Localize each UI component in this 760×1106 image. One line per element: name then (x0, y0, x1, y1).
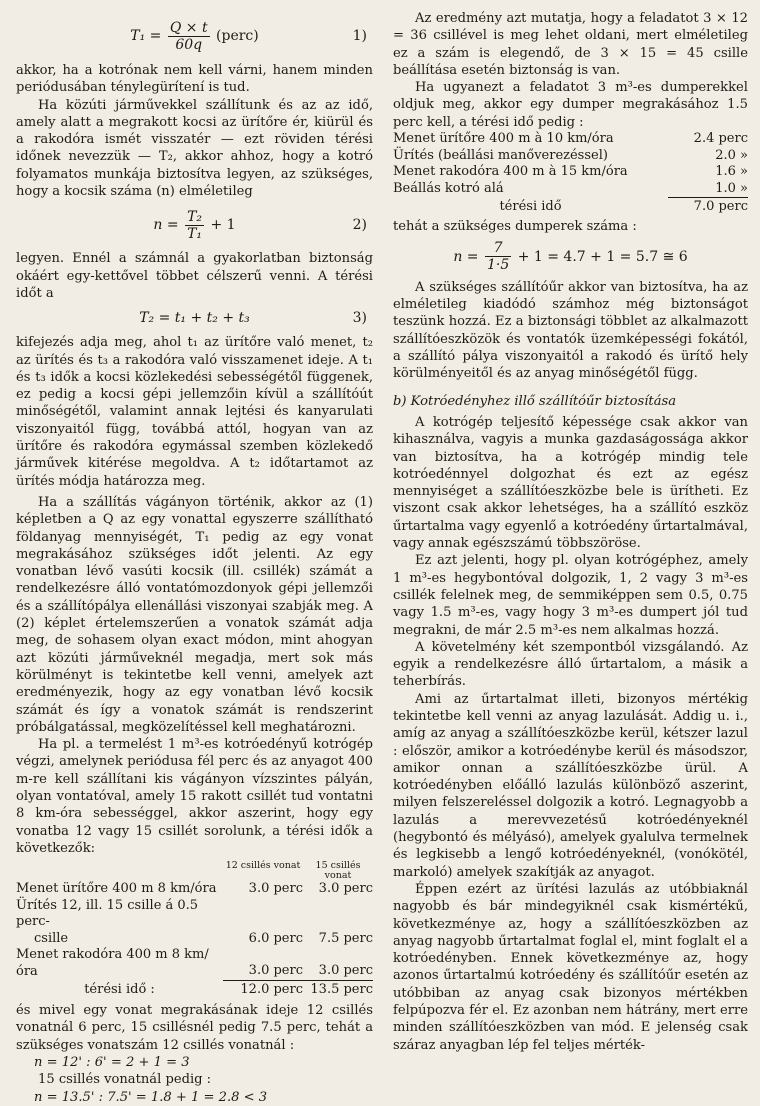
formula-4-rest: + 1 = 4.7 + 1 = 5.7 ≅ 6 (517, 248, 688, 265)
paragraph: Ez azt jelenti, hogy pl. olyan kotrógéphez, amely 1 m³-es hegybontóval dolgozik, 1, 2 vagy 3 m³-es csillék felelnek meg, de semmiképpen sem 0.5, 0.75 vagy 1.5 m³-es, vagy hogy 3 m³-es dumpert jól tud megrakni, de már 2.5 m³-es nem alkalmas hozzá. (393, 553, 748, 638)
train-time-table (16, 861, 373, 998)
formula-2-rest: + 1 (210, 217, 236, 234)
table-cell-label: Menet rakodóra 400 m à 15 km/óra (393, 164, 628, 180)
table-cell-value: 3.0 perc (248, 881, 303, 897)
formula-1-number: 1) (352, 28, 367, 44)
paragraph: akkor, ha a kotrónak nem kell várni, hanem minden periódusában ténylegürítení is tud. (16, 63, 373, 96)
paragraph: Ha pl. a termelést 1 m³-es kotróedényű kotrógép végzi, amelynek periódusa fél perc és az anyagot 400 m-re kell szállítani kis vágányon vízszintes pályán, olyan vontatóval, amely 15 rakott csillét tud vontatni 8 km-óra sebességgel, akkor aszerint, hogy egy vonatba 12 vagy 15 csillét sorolunk, a térési idők a következők: (16, 737, 373, 856)
table-row (393, 164, 748, 181)
table-cell-value: 1.0 » (668, 181, 748, 198)
paragraph: Éppen ezért az ürítési lazulás az utóbbiaknál nagyobb és bár mindegyiknél csak kismértékű, következménye az, hogy a szállítóeszközben az anyag nagyobb űrtartalmat foglal el, mint foglalt el a kotróedényben. Ennek következménye az, hogy azonos űrtartalmú kotróedény és szállítóűr esetén az utóbbiban az anyag csak bizonyos mértékben felpúpozva fér el. Ez azonban nem hátrány, mert erre minden szállítóeszközben van mód. E jelenség csak száraz anyagban lép fel teljes mérték- (393, 881, 748, 1053)
table-cell-label: Menet rakodóra 400 m 8 km/óra (16, 947, 209, 979)
formula-2-numerator: T₂ (187, 208, 203, 225)
table-row (16, 881, 373, 898)
table-cell-value: 2.4 perc (693, 131, 748, 147)
table-col-head: 15 csillés vonat (315, 860, 361, 882)
section-heading: b) Kotróedényhez illő szállítóűr biztosítása (393, 393, 677, 409)
table-row (16, 947, 373, 980)
paragraph: 15 csillés vonatnál pedig : (38, 1072, 212, 1088)
formula-3 (16, 306, 373, 330)
formula-4-denominator: 1·5 (486, 257, 510, 274)
table-cell-label: Menet ürítőre 400 m 8 km/óra (16, 881, 217, 897)
table-total-value: 12.0 perc (240, 981, 303, 997)
table-total-value: 7.0 perc (693, 199, 748, 215)
table-cell-label: Beállás kotró alá (393, 181, 504, 197)
formula-2-fraction (185, 209, 204, 242)
formula-4-lhs: n = (453, 248, 479, 265)
paragraph: Ha ugyanezt a feladatot 3 m³-es dumperekkel oldjuk meg, akkor egy dumper megrakásához 1.5 perc kell, a térési idő pedig : (393, 80, 748, 130)
formula-2-lhs: n = (153, 217, 179, 234)
formula-4-numerator: 7 (485, 240, 511, 257)
paragraph: Az eredmény azt mutatja, hogy a feladatot 3 × 12 = 36 csillével is meg lehet oldani, mert elméletileg ez a szám is elegendő, de 3 × 15 = 45 csille beállítása esetén biztonság is van. (393, 11, 748, 78)
table-cell-label: Ürítés (beállási manőverezéssel) (393, 147, 608, 163)
formula-4-fraction (485, 240, 511, 273)
table-row (393, 131, 748, 148)
paragraph: legyen. Ennél a számnál a gyakorlatban biztonság okáért egy-kettővel többet célszerű venni. A térési időt a (16, 251, 373, 301)
table-cell-value: 6.0 perc (248, 930, 303, 946)
table-total-value: 13.5 perc (310, 981, 373, 997)
table-cell-label: Ürítés 12, ill. 15 csille á 0.5 perc- (16, 897, 199, 930)
left-column (16, 10, 373, 1106)
table-row (393, 148, 748, 165)
table-cell-value: 3.0 perc (223, 947, 303, 980)
formula-4 (393, 239, 748, 275)
paragraph: és mivel egy vonat megrakásának ideje 12 csillés vonatnál 6 perc, 15 csillésnél pedig 7.5 perc, tehát a szükséges vonatszám 12 csillés vonatnál : (16, 1003, 373, 1053)
table-row (393, 181, 748, 198)
table-cell-value (303, 898, 373, 931)
paragraph: tehát a szükséges dumperek száma : (393, 218, 637, 234)
paragraph: A követelmény két szempontból vizsgálandó. Az egyik a rendelkezésre álló űrtartalom, a másik a teherbírás. (393, 639, 748, 690)
table-row (16, 898, 373, 931)
table-cell-label: csille (34, 930, 69, 946)
table-cell-value: 3.0 perc (318, 881, 373, 897)
formula-1 (16, 14, 373, 58)
paragraph: A kotrógép teljesítő képessége csak akkor van kihasználva, vagyis a munka gazdaságossága akkor van biztosítva, ha a kotrógép mindig tele kotróedénnyel dolgozhat és ezt az egész mennyiséget a szállítóeszközbe bele is ürítheti. Ez viszont csak akkor lehetséges, ha a szállító eszköz űrtartalma vagy egyenlő a kotróedény űrtartalmával, vagy annak egészszámú többszöröse. (393, 414, 748, 552)
table-row (16, 931, 373, 948)
dumper-time-table (393, 131, 748, 216)
formula-3-expression: T₂ = t₁ + t₂ + t₃ (139, 310, 250, 327)
table-cell-value: 7.5 perc (318, 930, 373, 946)
formula-2-number: 2) (352, 217, 367, 234)
formula-2-denominator: T₁ (187, 225, 203, 242)
table-cell-value (223, 898, 303, 931)
paragraph: Ha a szállítás vágányon történik, akkor az (1) képletben a Q az egy vonattal egyszerre szállítható földanyag mennyiségét, T₁ pedig az egy vonat megrakásához szükséges időt jelenti. Az egy vonatban lévő vasúti kocsik (ill. csillék) számát a rendelkezésre álló vontatómozdonyok gépi jellemzői és a szállítópálya ellenállási viszonyai szabják meg. A (2) képlet értelemszerűen a vonatok számát adja meg, de sohasem olyan exact módon, mint ahogyan azt közúti járműveknél megadja, mert sok más körülményt is tekintetbe kell venni, amelyek azt eredményezik, hogy az egy vonatban lévő kocsik számát és így a vonatok számát is rendszerint próbálgatással, megközelítéssel kell meghatározni. (16, 494, 373, 735)
formula-1-denominator: 60q (175, 36, 203, 53)
table-total-row (393, 198, 748, 216)
paragraph: Ami az űrtartalmat illeti, bizonyos mértékig tekintetbe kell venni az anyag lazulását. Addig u. i., amíg az anyag a szállítóeszközbe kerül, kétszer lazul : először, amikor a kotróedénybe kerül és másodszor, amikor onnan a szállítóeszközbe ürül. A kotróedényben előálló lazulás különböző aszerint, milyen felszereléssel dolgozik a kotró. Legnagyobb a lazulás a merevvezetésű kotróedényeknél (hegybontó és mélyásó), amelyek gyalulva termelnek és legkisebb a lengő kotróedényeknél, (vonókötél, markoló) amelyek szakítják az anyagot. (393, 691, 748, 880)
right-column (393, 10, 748, 1054)
table-cell-value: 2.0 » (715, 147, 748, 163)
table-total-label: térési idő : (84, 981, 155, 997)
formula-1-fraction (168, 20, 210, 53)
formula-1-numerator: Q × t (169, 19, 208, 36)
paragraph: kifejezés adja meg, ahol t₁ az ürítőre való menet, t₂ az ürítés és t₃ a rakodóra való visszamenet ideje. A t₁ és t₃ idők a kocsi közlekedési sebességétől függenek, ez pedig a kocsi gépi jellemzőin kívül a szállítóút minőségétől, valamint annak lejtési és kanyarulati viszonyaitól függ, továbbá attól, hogyan van az ürítőre és rakodóra egymással szemben közlekedő járművek kitérése megoldva. A t₂ időtartamot az ürítés módja határozza meg. (16, 335, 373, 489)
table-total-label: térési idő (499, 199, 562, 215)
equation-line: n = 13.5' : 7.5' = 1.8 + 1 = 2.8 < 3 (34, 1089, 268, 1105)
table-col-head: 12 csillés vonat (225, 860, 301, 872)
table-cell-value: 3.0 perc (303, 947, 373, 980)
formula-1-lhs: T₁ = (130, 28, 162, 44)
equation-line: n = 12' : 6' = 2 + 1 = 3 (34, 1055, 190, 1071)
table-cell-label: Menet ürítőre 400 m à 10 km/óra (393, 131, 614, 147)
table-cell-value: 1.6 » (715, 164, 748, 180)
table-total-row (16, 980, 373, 998)
formula-3-number: 3) (352, 310, 367, 327)
paragraph: A szükséges szállítóűr akkor van biztosítva, ha az elméletileg kiadódó számhoz még biztonságot teszünk hozzá. Ez a biztonsági többlet az alkalmazott szállítóeszközök és vontatók üzemképességi fokától, a szállító pálya viszonyaitól a rakodó és ürítő hely körülményeitől és az anyag minőségétől függ. (393, 279, 748, 382)
formula-1-unit: (perc) (216, 28, 259, 44)
paragraph: Ha közúti járművekkel szállítunk és az az idő, amely alatt a megrakott kocsi az ürítőre ér, kiürül és a rakodóra ismét visszatér — ezt röviden térési időnek nevezzük — T₂, akkor ahhoz, hogy a kotró folyamatos munkája biztosítva legyen, az szükséges, hogy a kocsik száma (n) elméletileg (16, 97, 373, 200)
formula-2 (16, 204, 373, 246)
